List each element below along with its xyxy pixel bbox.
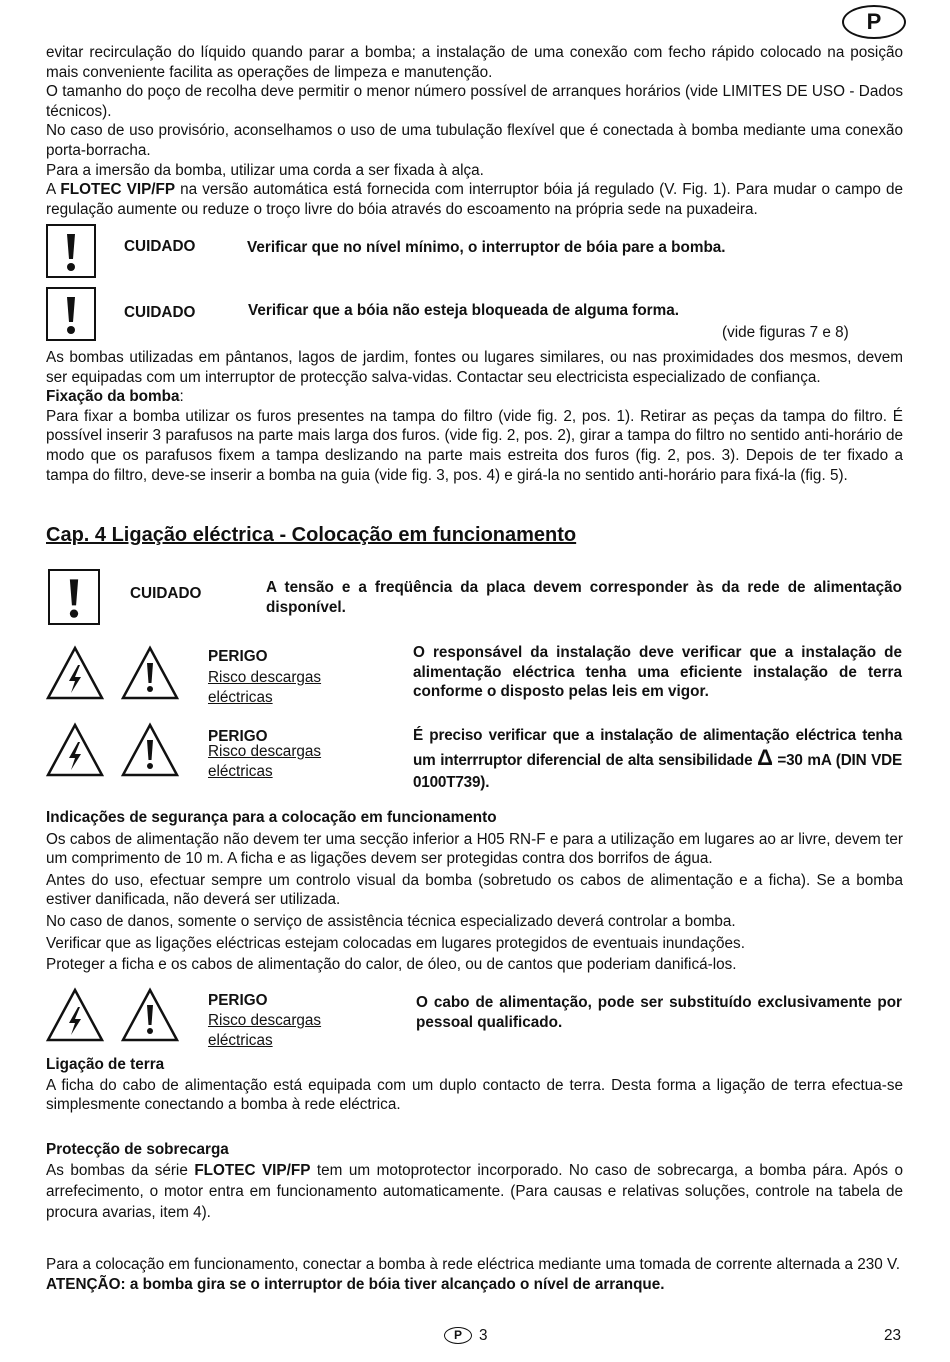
intro-text <box>46 43 903 219</box>
safety-paragraph: Os cabos de alimentação não devem ter uma secção inferior a H05 RN-F e para a utilização em lugares ao ar livre, devem ter um comprimento de 10 m. A ficha e as ligações devem ser protegidas contra dos borrifos de água. <box>46 830 903 868</box>
intro-paragraph-4: Para a imersão da bomba, utilizar uma corda a ser fixada à alça. <box>46 161 484 179</box>
danger-label: PERIGO <box>208 992 268 1009</box>
caution-icon <box>46 224 96 278</box>
danger-message: O cabo de alimentação, pode ser substituído exclusivamente por pessoal qualificado. <box>416 994 902 1031</box>
safety-paragraph: Verificar que as ligações eléctricas estejam colocadas em lugares protegidos de eventuais inundações. <box>46 934 745 952</box>
safety-paragraph: Antes do uso, efectuar sempre um controlo visual da bomba (sobretudo os cabos de alimentação e a ficha). Se a bomba estiver danificada, não deverá ser utilizada. <box>46 871 903 909</box>
section-page-number: 3 <box>479 1327 488 1344</box>
warning-triangle-icon <box>120 722 180 778</box>
startup-paragraph: Para a colocação em funcionamento, conectar a bomba à rede eléctrica mediante uma tomada de corrente alternada a 230 V. <box>46 1256 901 1273</box>
startup-section <box>46 1255 903 1294</box>
danger-label: PERIGO <box>208 648 268 665</box>
language-badge: P <box>842 5 906 39</box>
delta-symbol: Δ <box>757 745 773 770</box>
overload-section <box>46 1139 903 1223</box>
exclamation-icon <box>48 226 94 276</box>
chapter-title: Cap. 4 Ligação eléctrica - Colocação em funcionamento <box>46 524 577 546</box>
safety-switch-text <box>46 348 903 485</box>
earth-section <box>46 1055 903 1115</box>
figure-reference: (vide figuras 7 e 8) <box>722 324 849 341</box>
safety-paragraph: Proteger a ficha e os cabos de alimentação do calor, de óleo, ou de cantos que poderiam danificá-los. <box>46 956 737 974</box>
warning-triangle-icon <box>120 645 180 701</box>
danger-subtitle: Risco descargas eléctricas <box>208 669 322 706</box>
overload-title: Protecção de sobrecarga <box>46 1141 229 1158</box>
caution-icon <box>46 287 96 341</box>
electric-hazard-icon <box>45 645 105 701</box>
fixing-paragraph: Para fixar a bomba utilizar os furos presentes na tampa do filtro (vide fig. 2, pos. 1). Retirar as peças da tampa do filtro. É possível inserir 3 parafusos na parte mais larga dos furos. (vide fig. 2, pos. 2), girar a tampa do filtro no sentido anti-horário de modo que os parafusos fixem a tampa deslizando na parte mais estreita dos furos (fig. 2, pos. 3). Depois de ter fixado a tampa do filtro, deve-se inserir a bomba na guia (vide fig. 3, pos. 4) e girá-la no sentido anti-horário para fixá-la (fig. 5). <box>46 407 903 484</box>
caution-message: Verificar que no nível mínimo, o interruptor de bóia pare a bomba. <box>247 239 726 256</box>
safety-title: Indicações de segurança para a colocação em funcionamento <box>46 809 497 826</box>
product-name: FLOTEC VIP/FP <box>194 1162 311 1179</box>
safety-section <box>46 808 903 975</box>
warning-triangle-icon <box>120 987 180 1043</box>
caution-label: CUIDADO <box>124 238 196 255</box>
exclamation-icon <box>48 289 94 339</box>
intro-paragraph-3: No caso de uso provisório, aconselhamos o uso de uma tubulação flexível que é conectada à bomba mediante uma conexão porta-borracha. <box>46 122 903 159</box>
danger-subtitle: Risco descargas eléctricas <box>208 1012 322 1049</box>
fixing-title-line: Fixação da bomba: <box>46 388 184 406</box>
product-name: FLOTEC VIP/FP <box>60 181 176 199</box>
electric-hazard-icon <box>45 987 105 1043</box>
caution-label: CUIDADO <box>130 585 202 602</box>
caution-message: Verificar que a bóia não esteja bloqueada de alguma forma. <box>248 302 679 319</box>
danger-message: É preciso verificar que a instalação de alimentação eléctrica tenha um interrruptor diferencial de alta sensibilidade Δ =30 mA (DIN VDE 0100T739). <box>413 727 902 791</box>
intro-paragraph-2: O tamanho do poço de recolha deve permitir o menor número possível de arranques horários (vide LIMITES DE USO - Dados técnicos). <box>46 83 903 120</box>
fixing-title: Fixação da bomba <box>46 388 180 406</box>
safety-paragraph: No caso de danos, somente o serviço de assistência técnica especializado deverá controlar a bomba. <box>46 912 736 930</box>
caution-icon <box>48 569 100 625</box>
exclamation-icon <box>50 571 98 623</box>
intro-paragraph-1: evitar recirculação do líquido quando parar a bomba; a instalação de uma conexão com fecho rápido colocado na posição mais conveniente facilita as operações de limpeza e manutenção. <box>46 44 903 81</box>
caution-message: A tensão e a freqüência da placa devem corresponder às da rede de alimentação disponível. <box>266 579 902 616</box>
overload-paragraph: As bombas da série FLOTEC VIP/FP tem um motoprotector incorporado. No caso de sobrecarga, a bomba pára. Após o arrefecimento, o motor entra em funcionamento automaticamente. (Para causas e relativas soluções, controle na tabela de procura avarias, item 4). <box>46 1162 903 1221</box>
danger-label: PERIGO <box>208 728 268 745</box>
intro-paragraph-5: A FLOTEC VIP/FP na versão automática está fornecida com interruptor bóia já regulado (V. Fig. 1). Para mudar o campo de regulação aumente ou reduze o troço livre do bóia através do escoamento na própria sede na puxadeira. <box>46 181 903 218</box>
earth-title: Ligação de terra <box>46 1056 165 1073</box>
footer-language-badge: P <box>444 1327 472 1344</box>
danger-message: O responsável da instalação deve verificar que a instalação de alimentação eléctrica tenha uma eficiente instalação de terra conforme o disposto pelas leis em vigor. <box>413 644 902 701</box>
danger-subtitle: Risco descargas eléctricas <box>208 743 322 780</box>
caution-label: CUIDADO <box>124 304 196 321</box>
electric-hazard-icon <box>45 722 105 778</box>
ponds-paragraph: As bombas utilizadas em pântanos, lagos de jardim, fontes ou lugares similares, ou nas proximidades dos mesmos, devem ser equipadas com um interruptor de protecção salva-vidas. Contactar seu electricista especializado de confiança. <box>46 349 903 386</box>
startup-warning: ATENÇÃO: a bomba gira se o interruptor de bóia tiver alcançado o nível de arranque. <box>46 1275 665 1293</box>
page-number: 23 <box>884 1327 902 1344</box>
earth-paragraph: A ficha do cabo de alimentação está equipada com um duplo contacto de terra. Desta forma a ligação de terra efectua-se simplesmente conectando a bomba à rede eléctrica. <box>46 1076 903 1114</box>
